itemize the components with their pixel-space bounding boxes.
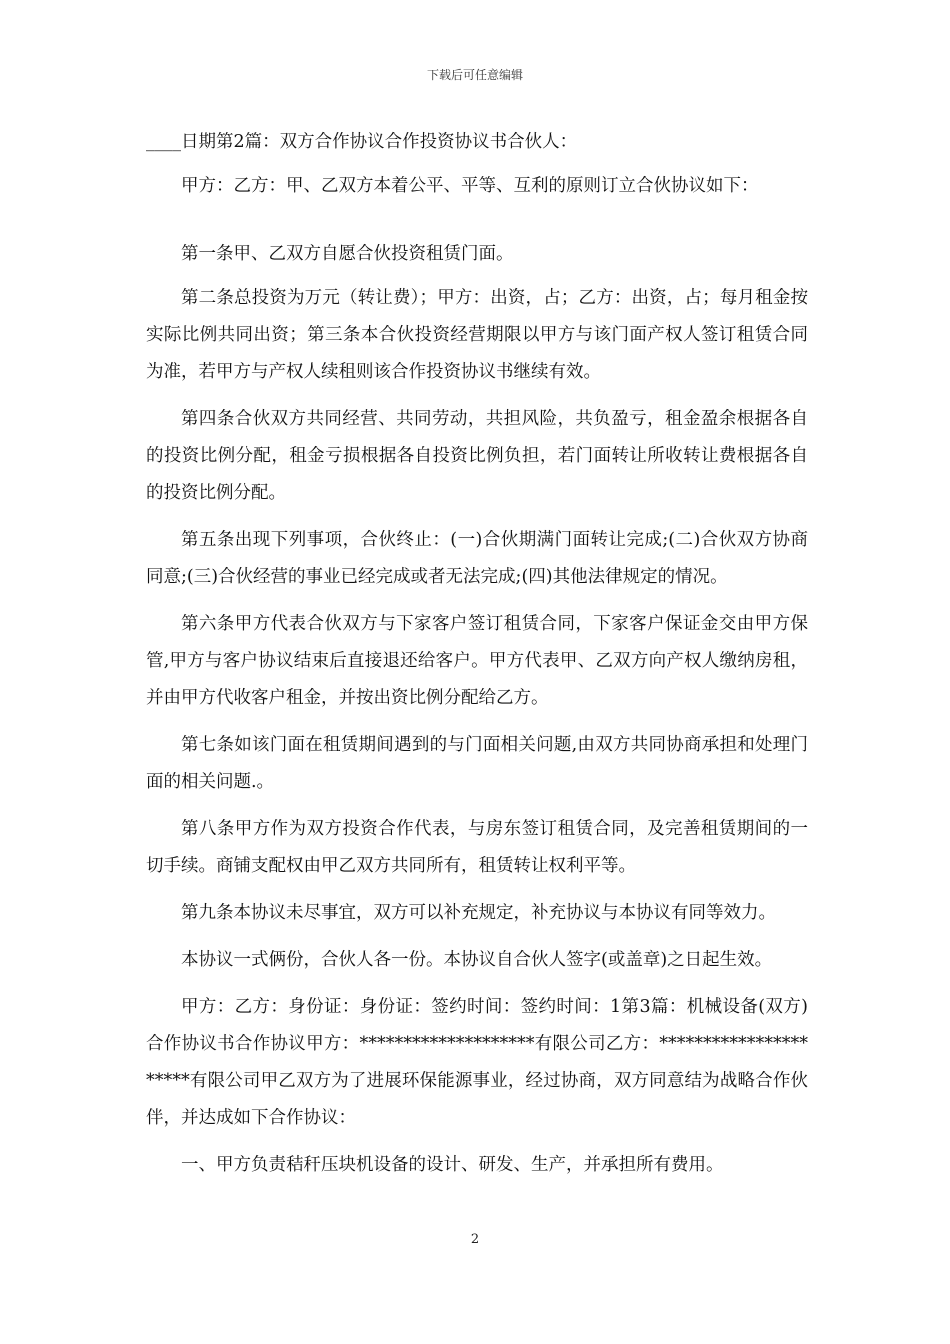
paragraph-parties: 甲方：乙方：甲、乙双方本着公平、平等、互利的原则订立合伙协议如下： (181, 176, 759, 196)
paragraph-article-9: 第九条本协议未尽事宜，双方可以补充规定，补充协议与本协议有同等效力。 (181, 903, 776, 923)
page-number: 2 (470, 1232, 480, 1247)
paragraph-article-8: 第八条甲方作为双方投资合作代表，与房东签订租赁合同，及完善租赁期间的一切手续。商铺支配权由甲乙双方共同所有，租赁转让权利平等。 (146, 819, 808, 876)
paragraph-article-4: 第四条合伙双方共同经营、共同劳动，共担风险，共负盈亏，租金盈余根据各自的投资比例分配，租金亏损根据各自投资比例负担，若门面转让所收转让费根据各自的投资比例分配。 (146, 409, 808, 503)
paragraph-article-1: 第一条甲、乙双方自愿合伙投资租赁门面。 (181, 244, 514, 264)
paragraph-article-6: 第六条甲方代表合伙双方与下家客户签订租赁合同，下家客户保证金交由甲方保管,甲方与客户协议结束后直接退还给客户。甲方代表甲、乙双方向产权人缴纳房租，并由甲方代收客户租金，并按出资比例分配给乙方。 (146, 614, 808, 708)
paragraph-article-2-3: 第二条总投资为万元（转让费）；甲方：出资，占；乙方：出资，占；每月租金按实际比例共同出资；第三条本合伙投资经营期限以甲方与该门面产权人签订租赁合同为准，若甲方与产权人续租则该合作投资协议书继续有效。 (146, 288, 808, 382)
document-body (146, 124, 808, 1184)
paragraph-signature-and-part-3: 甲方：乙方：身份证：身份证：签约时间：签约时间：1第3篇：机械设备(双方)合作协议书合作协议甲方：********************有限公司乙方：**********************有限公司甲乙双方为了进展环保能源事业，经过协商，双方同意结为战略合作伙伴，并达成如下合作协议： (146, 997, 808, 1128)
paragraph-article-7: 第七条如该门面在租赁期间遇到的与门面相关问题,由双方共同协商承担和处理门面的相关问题.。 (146, 735, 808, 792)
paragraph-article-5: 第五条出现下列事项，合伙终止：(一)合伙期满门面转让完成;(二)合伙双方协商同意;(三)合伙经营的事业已经完成或者无法完成;(四)其他法律规定的情况。 (146, 530, 808, 587)
paragraph-copies: 本协议一式俩份，合伙人各一份。本协议自合伙人签字(或盖章)之日起生效。 (181, 950, 773, 970)
paragraph-clause-1: 一、甲方负责秸秆压块机设备的设计、研发、生产，并承担所有费用。 (181, 1155, 724, 1175)
page-header: 下载后可任意编辑 (426, 68, 523, 82)
paragraph-date-title: ____日期第2篇：双方合作协议合作投资协议书合伙人： (146, 132, 578, 152)
